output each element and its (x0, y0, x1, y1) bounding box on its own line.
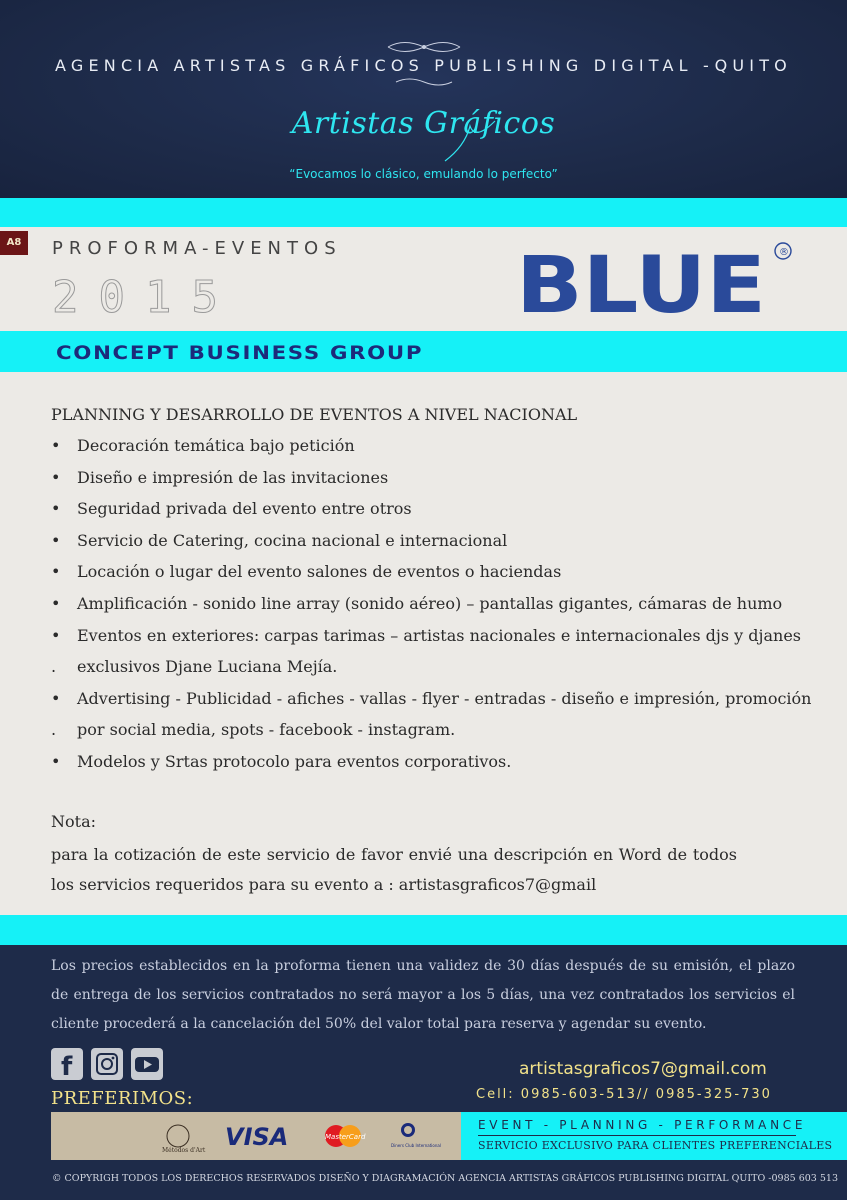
bullet: • (51, 436, 61, 455)
mastercard-logo-icon (325, 1125, 366, 1147)
logo-flourish-icon (440, 116, 500, 166)
diners-club-logo-icon (391, 1123, 441, 1148)
list-item-text: Eventos en exteriores: carpas tarimas – artistas nacionales e internacionales djs y djanes (77, 625, 802, 645)
footer-email-link[interactable]: artistasgraficos7@gmail.com (519, 1059, 767, 1079)
slogan-subtitle: SERVICIO EXCLUSIVO PARA CLIENTES PREFERENCIALES (478, 1139, 833, 1152)
list-item (51, 714, 796, 746)
metodos-art-logo-icon (162, 1125, 206, 1154)
bullet: . (51, 657, 57, 677)
bullet: • (51, 530, 61, 550)
visa-logo-icon (225, 1123, 288, 1151)
list-item-text: Seguridad privada del evento entre otros (77, 499, 412, 519)
agency-logo-text: Artistas Gráficos (291, 106, 556, 141)
bullet: • (51, 499, 61, 519)
registered-mark: ® (779, 247, 789, 258)
list-item-text: Decoración temática bajo petición (77, 436, 355, 455)
svg-text:VISA: VISA (225, 1123, 289, 1151)
bullet: • (51, 625, 61, 645)
list-item (51, 556, 796, 588)
footer-phone: Cell: 0985-603-513// 0985-325-730 (476, 1087, 772, 1102)
facebook-icon[interactable] (51, 1048, 83, 1080)
list-item (51, 746, 796, 778)
list-item (51, 683, 812, 715)
list-item (51, 588, 796, 620)
page-tag: A8 (0, 231, 28, 255)
instagram-icon[interactable] (91, 1048, 123, 1080)
svg-text:Diners Club International: Diners Club International (391, 1143, 441, 1148)
proforma-year: 2015 (52, 272, 238, 323)
services-list (51, 430, 812, 778)
bullet: • (51, 467, 61, 487)
list-item-text: Servicio de Catering, cocina nacional e internacional (77, 530, 508, 550)
list-item (51, 525, 796, 557)
bullet: • (51, 751, 61, 771)
slogan-divider (478, 1135, 796, 1136)
list-item (51, 430, 796, 462)
brand-subtitle: CONCEPT BUSINESS GROUP (56, 342, 424, 364)
payment-cards-band (51, 1112, 461, 1160)
list-item (51, 462, 796, 494)
list-item (51, 620, 802, 652)
cyan-band-bottom (0, 915, 847, 945)
svg-text:f: f (61, 1052, 73, 1080)
cyan-band-top (0, 198, 847, 227)
proforma-title: PROFORMA-EVENTOS (52, 238, 342, 259)
footer-terms: Los precios establecidos en la proforma tienen una validez de 30 días después de su emisión, el plazo de entrega de los servicios contratados no será mayor a los 5 días, una vez contratados los servicios el cliente procederá a la cancelación del 50% del valor total para reserva y agendar su evento. (51, 958, 795, 1032)
list-item-text: por social media, spots - facebook - instagram. (77, 720, 456, 740)
blue-brand-logo (516, 238, 796, 318)
services-section (51, 400, 812, 778)
list-item (51, 651, 796, 683)
ornament-top-icon (384, 36, 464, 58)
slogan: EVENT - PLANNING - PERFORMANCE (478, 1118, 807, 1132)
bullet: • (51, 688, 61, 708)
note-text: para la cotización de este servicio de favor envié una descripción en Word de todos los servicios requeridos para su evento a : artistasgraficos7@gmail (51, 845, 737, 894)
preferimos-label: PREFERIMOS: (51, 1088, 194, 1109)
list-item-text: Locación o lugar del evento salones de eventos o haciendas (77, 562, 562, 582)
svg-text:MasterCard: MasterCard (325, 1133, 366, 1141)
list-item-text: exclusivos Djane Luciana Mejía. (77, 657, 338, 677)
svg-text:Métodos d'Art: Métodos d'Art (162, 1147, 206, 1154)
youtube-icon[interactable] (131, 1048, 163, 1080)
list-item-text: Diseño e impresión de las invitaciones (77, 467, 389, 487)
bullet: • (51, 593, 61, 613)
agency-tagline: “Evocamos lo clásico, emulando lo perfecto” (289, 167, 558, 181)
brand-logo-text: BLUE (516, 241, 766, 318)
agency-title: AGENCIA ARTISTAS GRÁFICOS PUBLISHING DIGITAL -QUITO (55, 56, 792, 75)
note-label: Nota: (51, 812, 96, 831)
services-heading: PLANNING Y DESARROLLO DE EVENTOS A NIVEL NACIONAL (51, 405, 578, 424)
list-item-text: Advertising - Publicidad - afiches - vallas - flyer - entradas - diseño e impresión, promoción (77, 688, 812, 708)
list-item (51, 493, 796, 525)
bullet: • (51, 562, 61, 582)
bullet: . (51, 720, 57, 740)
list-item-text: Amplificación - sonido line array (sonido aéreo) – pantallas gigantes, cámaras de humo (77, 593, 783, 613)
ornament-bottom-icon (394, 76, 454, 88)
list-item-text: Modelos y Srtas protocolo para eventos corporativos. (77, 751, 512, 771)
copyright-text: © COPYRIGH TODOS LOS DERECHOS RESERVADOS DISEÑO Y DIAGRAMACIÓN AGENCIA ARTISTAS GRÁFICOS PUBLISHING DIGITAL QUITO -0985 603 513 (52, 1173, 838, 1184)
